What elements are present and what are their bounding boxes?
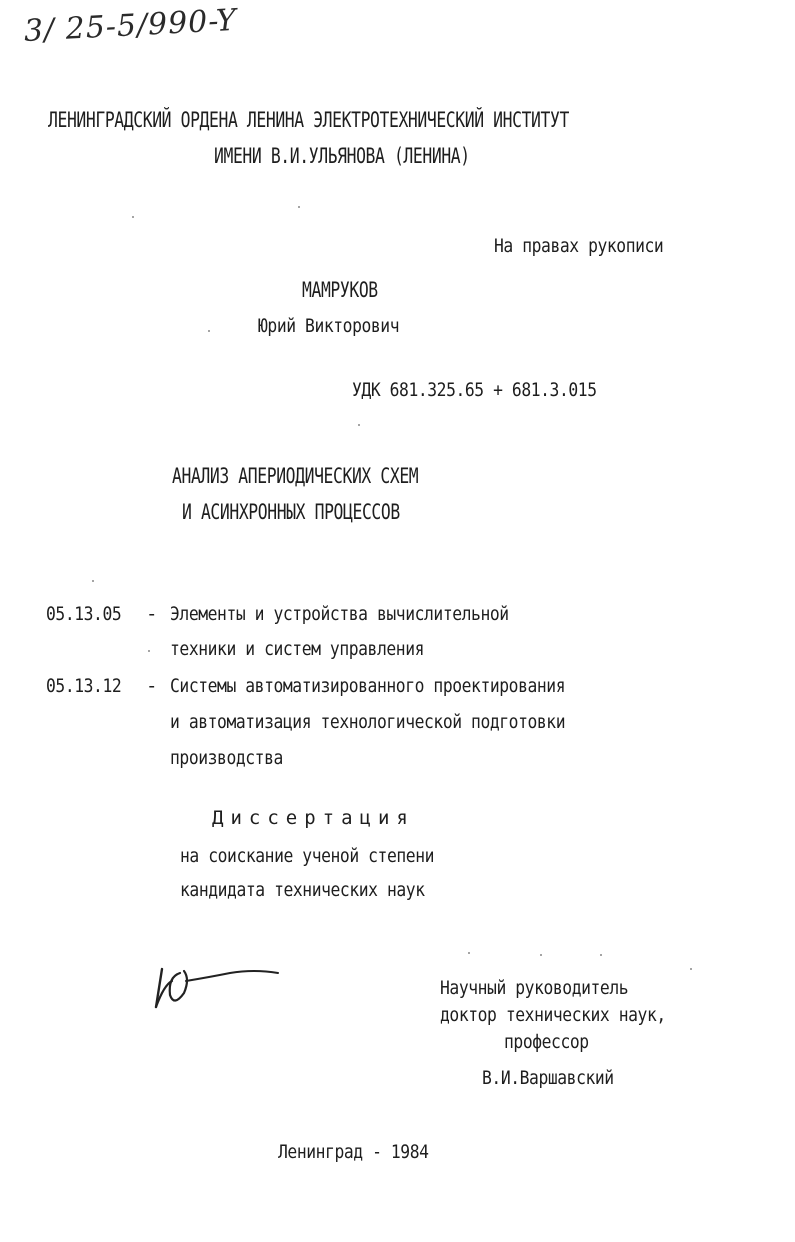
specialty-line: и автоматизация технологической подготовки bbox=[170, 711, 566, 733]
udk-code: УДК 681.325.65 + 681.3.015 bbox=[352, 379, 597, 401]
scan-speck bbox=[690, 968, 692, 970]
scan-speck bbox=[208, 330, 210, 332]
author-surname: МАМРУКОВ bbox=[302, 278, 378, 302]
supervisor-role: Научный руководитель bbox=[440, 977, 629, 999]
specialty-line: Элементы и устройства вычислительной bbox=[170, 603, 509, 625]
manuscript-note: На правах рукописи bbox=[494, 235, 664, 257]
scan-speck bbox=[600, 954, 602, 956]
dissertation-heading: Диссертация bbox=[212, 807, 415, 829]
supervisor-degree: доктор технических наук, bbox=[440, 1004, 666, 1026]
specialty-line: техники и систем управления bbox=[170, 638, 425, 660]
title-line-2: И АСИНХРОННЫХ ПРОЦЕССОВ bbox=[182, 500, 400, 524]
specialty-code: 05.13.05 bbox=[46, 603, 122, 625]
footer-city-year: Ленинград - 1984 bbox=[278, 1141, 429, 1163]
scan-speck bbox=[132, 216, 134, 218]
specialty-dash: - bbox=[146, 603, 157, 625]
institute-line-1: ЛЕНИНГРАДСКИЙ ОРДЕНА ЛЕНИНА ЭЛЕКТРОТЕХНИЧЕСКИЙ ИНСТИТУТ bbox=[48, 108, 569, 132]
specialty-dash: - bbox=[146, 675, 157, 697]
archive-handwritten-mark: 3/ 25-5/990-Y bbox=[23, 2, 238, 49]
supervisor-name: В.И.Варшавский bbox=[482, 1067, 614, 1089]
dissertation-line-1: на соискание ученой степени bbox=[180, 845, 435, 867]
scan-speck bbox=[540, 954, 542, 956]
institute-line-2: ИМЕНИ В.И.УЛЬЯНОВА (ЛЕНИНА) bbox=[214, 144, 470, 168]
scan-speck bbox=[148, 650, 150, 652]
specialty-line: производства bbox=[170, 747, 283, 769]
title-line-1: АНАЛИЗ АПЕРИОДИЧЕСКИХ СХЕМ bbox=[172, 464, 419, 488]
dissertation-line-2: кандидата технических наук bbox=[180, 879, 425, 901]
scan-speck bbox=[92, 580, 94, 582]
scan-speck bbox=[298, 206, 300, 208]
author-name: Юрий Викторович bbox=[258, 315, 400, 337]
specialty-line: Системы автоматизированного проектирования bbox=[170, 675, 566, 697]
specialty-code: 05.13.12 bbox=[46, 675, 122, 697]
scan-speck bbox=[358, 424, 360, 426]
scan-speck bbox=[468, 952, 470, 954]
signature-image bbox=[150, 955, 290, 1015]
supervisor-title: профессор bbox=[504, 1031, 589, 1053]
